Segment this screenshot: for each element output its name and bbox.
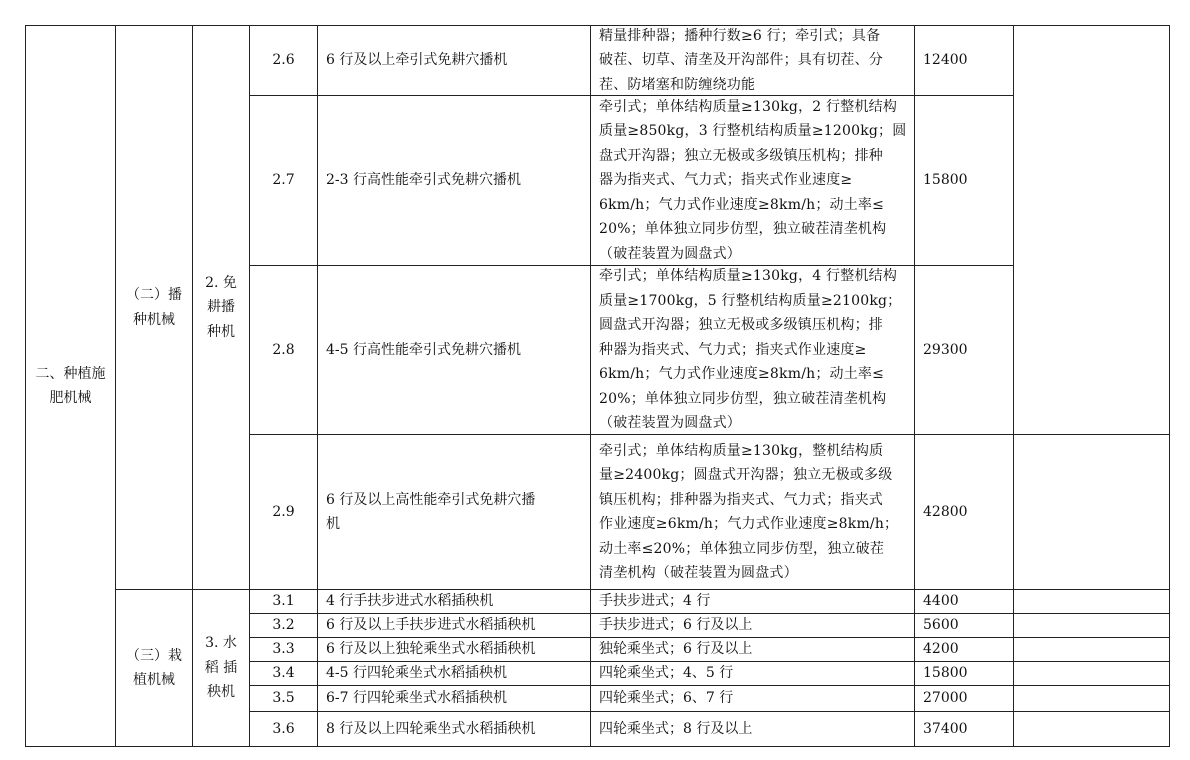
row-code: 3.5	[249, 685, 318, 712]
row-spec: 牵引式；单体结构质量≥130kg，2 行整机结构 质量≥850kg，3 行整机结构质量≥1200kg；圆 盘式开沟器；独立无极或多级镇压机构；排种 器为指夹式、气力式；指夹式作业速度≥ 6km/h；气力式作业速度≥8km/h；动土率≤ 20%；单体独立同步仿型，独立破茬清垄机构 （破茬装置为圆盘式）	[590, 95, 915, 266]
subgroup-cell-rice	[192, 589, 250, 747]
row-code: 3.6	[249, 711, 318, 747]
group-label-seeding: （二）播 种机械	[126, 287, 182, 328]
subgroup-label-no-till: 2. 免 耕播 种机	[205, 274, 237, 340]
row-notes	[1013, 661, 1170, 686]
row-spec: 牵引式；单体结构质量≥130kg，整机结构质 量≥2400kg；圆盘式开沟器；独立无极或多级 镇压机构；排种器为指夹式、气力式；指夹式 作业速度≥6km/h；气力式作业速度≥8km/h； 动土率≤20%；单体独立同步仿型，独立破茬 清垄机构（破茬装置为圆盘式）	[590, 434, 915, 590]
row-name: 4-5 行四轮乘坐式水稻插秧机	[317, 661, 591, 686]
group-label-transplant: （三）栽 植机械	[126, 647, 182, 688]
row-price: 5600	[914, 613, 1014, 638]
row-spec: 四轮乘坐式；6、7 行	[590, 685, 915, 712]
row-price: 15800	[914, 661, 1014, 686]
row-code: 3.2	[249, 613, 318, 638]
row-spec: 牵引式；单体结构质量≥130kg，4 行整机结构 质量≥1700kg，5 行整机结构质量≥2100kg； 圆盘式开沟器；独立无极或多级镇压机构；排 种器为指夹式、气力式；指夹式作业速度≥ 6km/h；气力式作业速度≥8km/h；动土率≤ 20%；单体独立同步仿型，独立破茬清垄机构 （破茬装置为圆盘式）	[590, 265, 915, 435]
row-notes	[1013, 711, 1170, 747]
row-spec: 精量排种器；播种行数≥6 行；牵引式；具备 破茬、切草、清垄及开沟部件；具有切茬、分 茬、防堵塞和防缠绕功能	[590, 25, 915, 96]
group-cell-seeding	[115, 25, 193, 590]
row-price: 27000	[914, 685, 1014, 712]
subsidy-table	[25, 25, 1170, 747]
row-name: 2-3 行高性能牵引式免耕穴播机	[317, 95, 591, 266]
row-notes	[1013, 589, 1170, 614]
row-spec: 手扶步进式；6 行及以上	[590, 613, 915, 638]
group-cell-transplant	[115, 589, 193, 747]
row-notes	[1013, 613, 1170, 638]
subgroup-cell-no-till	[192, 25, 250, 590]
category-cell	[25, 25, 116, 747]
row-name: 4 行手扶步进式水稻插秧机	[317, 589, 591, 614]
row-spec: 手扶步进式；4 行	[590, 589, 915, 614]
row-spec: 四轮乘坐式；8 行及以上	[590, 711, 915, 747]
row-name: 6 行及以上独轮乘坐式水稻插秧机	[317, 637, 591, 662]
row-code: 3.3	[249, 637, 318, 662]
row-code: 2.9	[249, 434, 318, 590]
row-name: 6 行及以上高性能牵引式免耕穴播 机	[317, 434, 591, 590]
row-price: 15800	[914, 95, 1014, 266]
row-price: 37400	[914, 711, 1014, 747]
row-price: 4200	[914, 637, 1014, 662]
category-label: 二、种植施 肥机械	[35, 365, 106, 406]
row-price: 12400	[914, 25, 1014, 96]
row-price: 29300	[914, 265, 1014, 435]
row-notes	[1013, 637, 1170, 662]
row-code: 3.4	[249, 661, 318, 686]
row-code: 2.6	[249, 25, 318, 96]
row-code: 3.1	[249, 589, 318, 614]
row-price: 42800	[914, 434, 1014, 590]
row-name: 4-5 行高性能牵引式免耕穴播机	[317, 265, 591, 435]
row-name: 6-7 行四轮乘坐式水稻插秧机	[317, 685, 591, 712]
notes-cell-seeding-a	[1013, 25, 1170, 435]
row-notes	[1013, 685, 1170, 712]
row-spec: 四轮乘坐式；4、5 行	[590, 661, 915, 686]
notes-cell-seeding-b	[1013, 434, 1170, 590]
subgroup-label-rice: 3. 水 稻 插 秧机	[204, 635, 238, 701]
row-name: 6 行及以上手扶步进式水稻插秧机	[317, 613, 591, 638]
row-name: 8 行及以上四轮乘坐式水稻插秧机	[317, 711, 591, 747]
row-code: 2.8	[249, 265, 318, 435]
row-code: 2.7	[249, 95, 318, 266]
row-name: 6 行及以上牵引式免耕穴播机	[317, 25, 591, 96]
row-price: 4400	[914, 589, 1014, 614]
row-spec: 独轮乘坐式；6 行及以上	[590, 637, 915, 662]
